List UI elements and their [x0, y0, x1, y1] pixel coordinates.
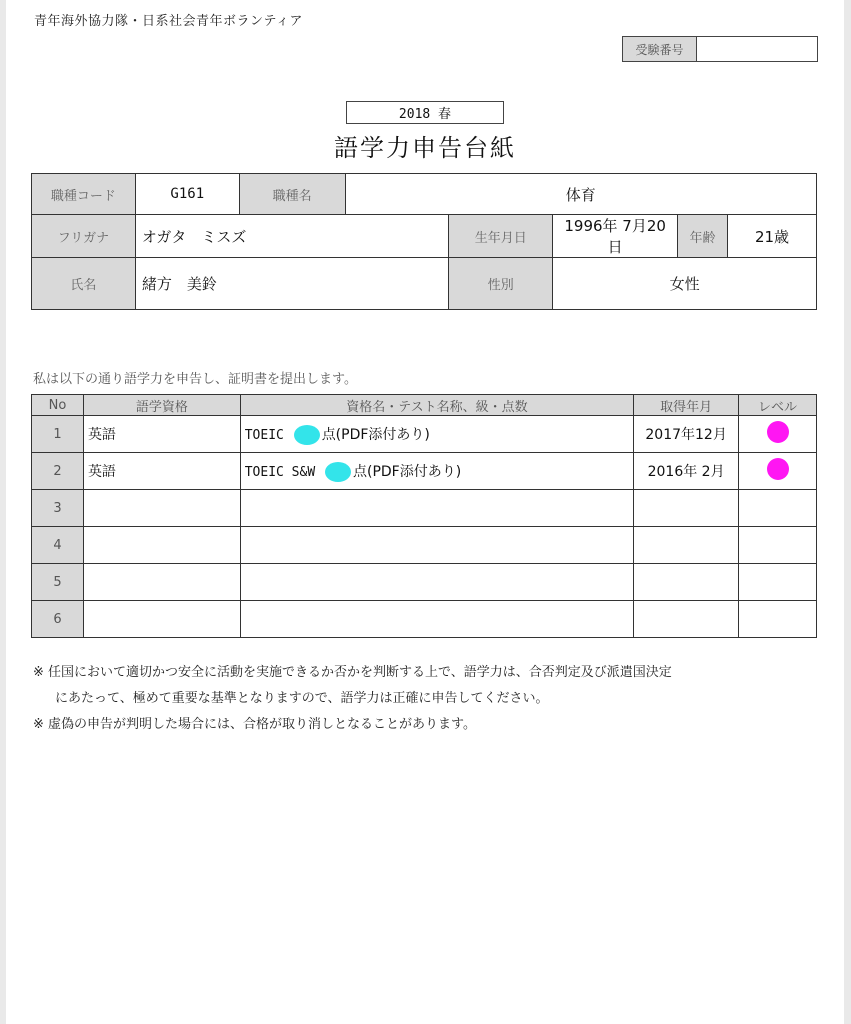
row-date [634, 527, 739, 564]
row-level [739, 601, 817, 638]
note-mark: ※ [33, 717, 44, 732]
row-language [83, 601, 240, 638]
row-date: 2017年12月 [634, 416, 739, 453]
birth-date-value: 1996年 7月20日 [553, 215, 678, 258]
row-level [739, 453, 817, 490]
row-number: 5 [32, 564, 84, 601]
job-code-label: 職種コード [32, 174, 136, 215]
note-2-text: 虚偽の申告が判明した場合には、合格が取り消しとなることがあります。 [48, 717, 477, 732]
season-box: 2018 春 [346, 101, 504, 124]
gender-label: 性別 [449, 258, 553, 310]
name-value: 緒方 美鈴 [135, 258, 449, 310]
table-row [32, 601, 817, 638]
row-level [739, 527, 817, 564]
test-suffix: 点(PDF添付あり) [321, 426, 430, 443]
table-row [32, 490, 817, 527]
row-level [739, 564, 817, 601]
job-name-label: 職種名 [239, 174, 345, 215]
age-label: 年齢 [678, 215, 728, 258]
test-prefix: TOEIC [244, 427, 292, 443]
note-1-line-2: にあたって、極めて重要な基準となりますので、語学力は正確に申告してください。 [55, 691, 549, 706]
row-date: 2016年 2月 [634, 453, 739, 490]
row-level [739, 490, 817, 527]
birth-date-label: 生年月日 [449, 215, 553, 258]
note-mark: ※ [33, 665, 44, 680]
row-number: 3 [32, 490, 84, 527]
header-language: 語学資格 [83, 395, 240, 416]
row-test-name [240, 490, 633, 527]
row-date [634, 601, 739, 638]
row-number: 2 [32, 453, 84, 490]
row-test-name [240, 416, 633, 453]
header-level: レベル [739, 395, 817, 416]
row-date [634, 490, 739, 527]
row-number: 1 [32, 416, 84, 453]
organization-header: 青年海外協力隊・日系社会青年ボランティア [34, 14, 303, 29]
table-row [32, 527, 817, 564]
table-row [32, 453, 817, 490]
table-row [32, 416, 817, 453]
row-test-name [240, 527, 633, 564]
row-language: 英語 [83, 453, 240, 490]
level-dot [767, 421, 789, 443]
language-table [31, 394, 817, 638]
gender-value: 女性 [553, 258, 817, 310]
document-page [6, 0, 844, 1024]
row-test-name [240, 564, 633, 601]
exam-number-label: 受験番号 [623, 37, 697, 61]
test-prefix: TOEIC S&W [244, 464, 323, 480]
row-date [634, 564, 739, 601]
furigana-value: オガタ ミスズ [135, 215, 449, 258]
row-language: 英語 [83, 416, 240, 453]
declaration-text: 私は以下の通り語学力を申告し、証明書を提出します。 [33, 372, 357, 387]
header-no: No [32, 395, 84, 416]
row-language [83, 490, 240, 527]
exam-number-box [622, 36, 818, 62]
table-row [32, 564, 817, 601]
document-title: 語学力申告台紙 [334, 134, 516, 162]
applicant-info-table [31, 173, 817, 310]
job-name-value: 体育 [345, 174, 816, 215]
notes-section [33, 660, 672, 738]
note-2 [33, 712, 672, 738]
job-code-value: G161 [135, 174, 239, 215]
header-test-name: 資格名・テスト名称、級・点数 [240, 395, 633, 416]
note-1 [33, 660, 672, 686]
redaction-mark [294, 425, 320, 445]
row-language [83, 527, 240, 564]
row-level [739, 416, 817, 453]
note-1-line-1: 任国において適切かつ安全に活動を実施できるか否かを判断する上で、語学力は、合否判定及び派遣国決定 [48, 665, 672, 680]
header-date: 取得年月 [634, 395, 739, 416]
row-test-name [240, 601, 633, 638]
level-dot [767, 458, 789, 480]
exam-number-field[interactable] [697, 37, 817, 61]
row-number: 6 [32, 601, 84, 638]
furigana-label: フリガナ [32, 215, 136, 258]
age-value: 21歳 [728, 215, 817, 258]
redaction-mark [325, 462, 351, 482]
row-number: 4 [32, 527, 84, 564]
test-suffix: 点(PDF添付あり) [353, 463, 462, 480]
row-language [83, 564, 240, 601]
name-label: 氏名 [32, 258, 136, 310]
language-table-header [32, 395, 817, 416]
row-test-name [240, 453, 633, 490]
